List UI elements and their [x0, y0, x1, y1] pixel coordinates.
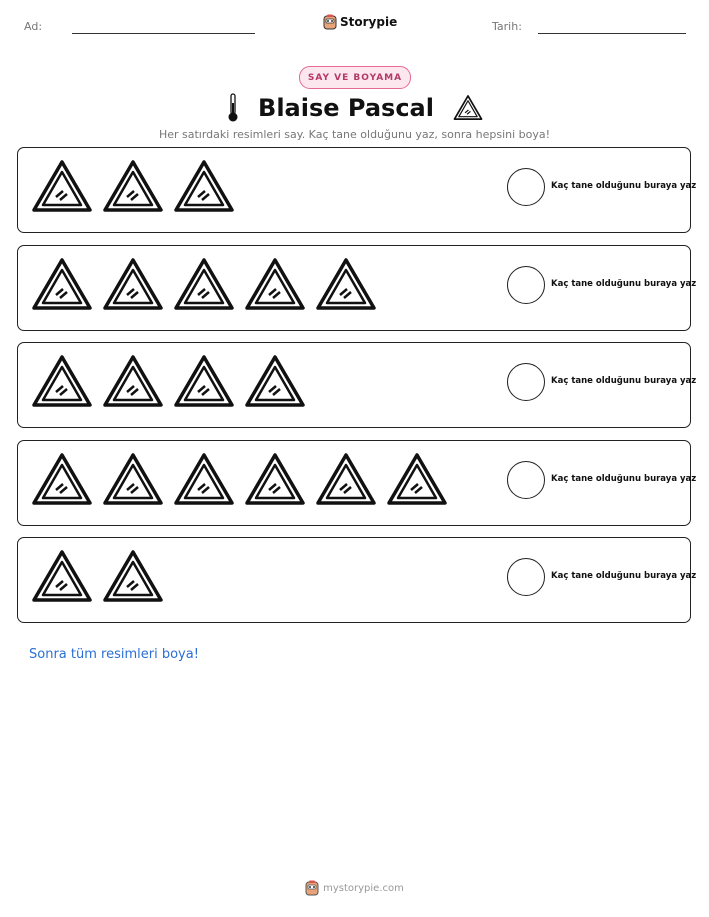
title-text: Blaise Pascal: [258, 94, 434, 122]
activity-badge: SAY VE BOYAMA: [299, 66, 411, 89]
answer-circle[interactable]: [507, 266, 545, 304]
warning-triangle-icon[interactable]: [30, 548, 94, 606]
answer-circle[interactable]: [507, 461, 545, 499]
count-row: [17, 440, 697, 526]
name-label: Ad:: [24, 20, 43, 33]
count-row: [17, 245, 697, 331]
answer-label: Kaç tane olduğunu buraya yaz: [551, 279, 697, 289]
warning-triangle-icon[interactable]: [314, 451, 378, 509]
warning-triangle-icon[interactable]: [101, 158, 165, 216]
answer-circle[interactable]: [507, 558, 545, 596]
answer-label: Kaç tane olduğunu buraya yaz: [551, 181, 697, 191]
thermometer-icon: [226, 93, 240, 123]
storypie-mascot-icon: [323, 14, 337, 30]
answer-label: Kaç tane olduğunu buraya yaz: [551, 474, 697, 484]
answer-circle[interactable]: [507, 168, 545, 206]
warning-triangle-icon[interactable]: [30, 158, 94, 216]
warning-triangle-icon[interactable]: [30, 256, 94, 314]
warning-triangle-icon[interactable]: [172, 451, 236, 509]
answer-label: Kaç tane olduğunu buraya yaz: [551, 571, 697, 581]
warning-triangle-icon[interactable]: [172, 158, 236, 216]
warning-triangle-icon[interactable]: [101, 256, 165, 314]
answer-circle[interactable]: [507, 363, 545, 401]
footer-site: mystorypie.com: [323, 882, 404, 894]
brand-name: Storypie: [340, 15, 398, 29]
warning-triangle-icon[interactable]: [385, 451, 449, 509]
count-row: [17, 342, 697, 428]
page-title: [200, 88, 510, 128]
answer-label: Kaç tane olduğunu buraya yaz: [551, 376, 697, 386]
warning-triangle-icon[interactable]: [172, 256, 236, 314]
warning-triangle-icon[interactable]: [101, 353, 165, 411]
warning-triangle-icon[interactable]: [243, 353, 307, 411]
instruction-text: Her satırdaki resimleri say. Kaç tane olduğunu yaz, sonra hepsini boya!: [158, 128, 551, 141]
warning-triangle-icon[interactable]: [243, 451, 307, 509]
warning-triangle-icon[interactable]: [101, 451, 165, 509]
warning-triangle-icon[interactable]: [172, 353, 236, 411]
date-label: Tarih:: [492, 20, 522, 33]
count-row: [17, 537, 697, 623]
footer: [0, 880, 709, 896]
color-instruction: Sonra tüm resimleri boya!: [29, 647, 199, 662]
warning-triangle-icon: [452, 94, 484, 122]
warning-triangle-icon[interactable]: [30, 451, 94, 509]
storypie-mascot-icon: [305, 880, 319, 896]
warning-triangle-icon[interactable]: [314, 256, 378, 314]
date-line[interactable]: [538, 33, 686, 34]
brand-logo: [323, 14, 397, 30]
warning-triangle-icon[interactable]: [30, 353, 94, 411]
count-row: [17, 147, 697, 233]
warning-triangle-icon[interactable]: [101, 548, 165, 606]
warning-triangle-icon[interactable]: [243, 256, 307, 314]
name-line[interactable]: [72, 33, 255, 34]
